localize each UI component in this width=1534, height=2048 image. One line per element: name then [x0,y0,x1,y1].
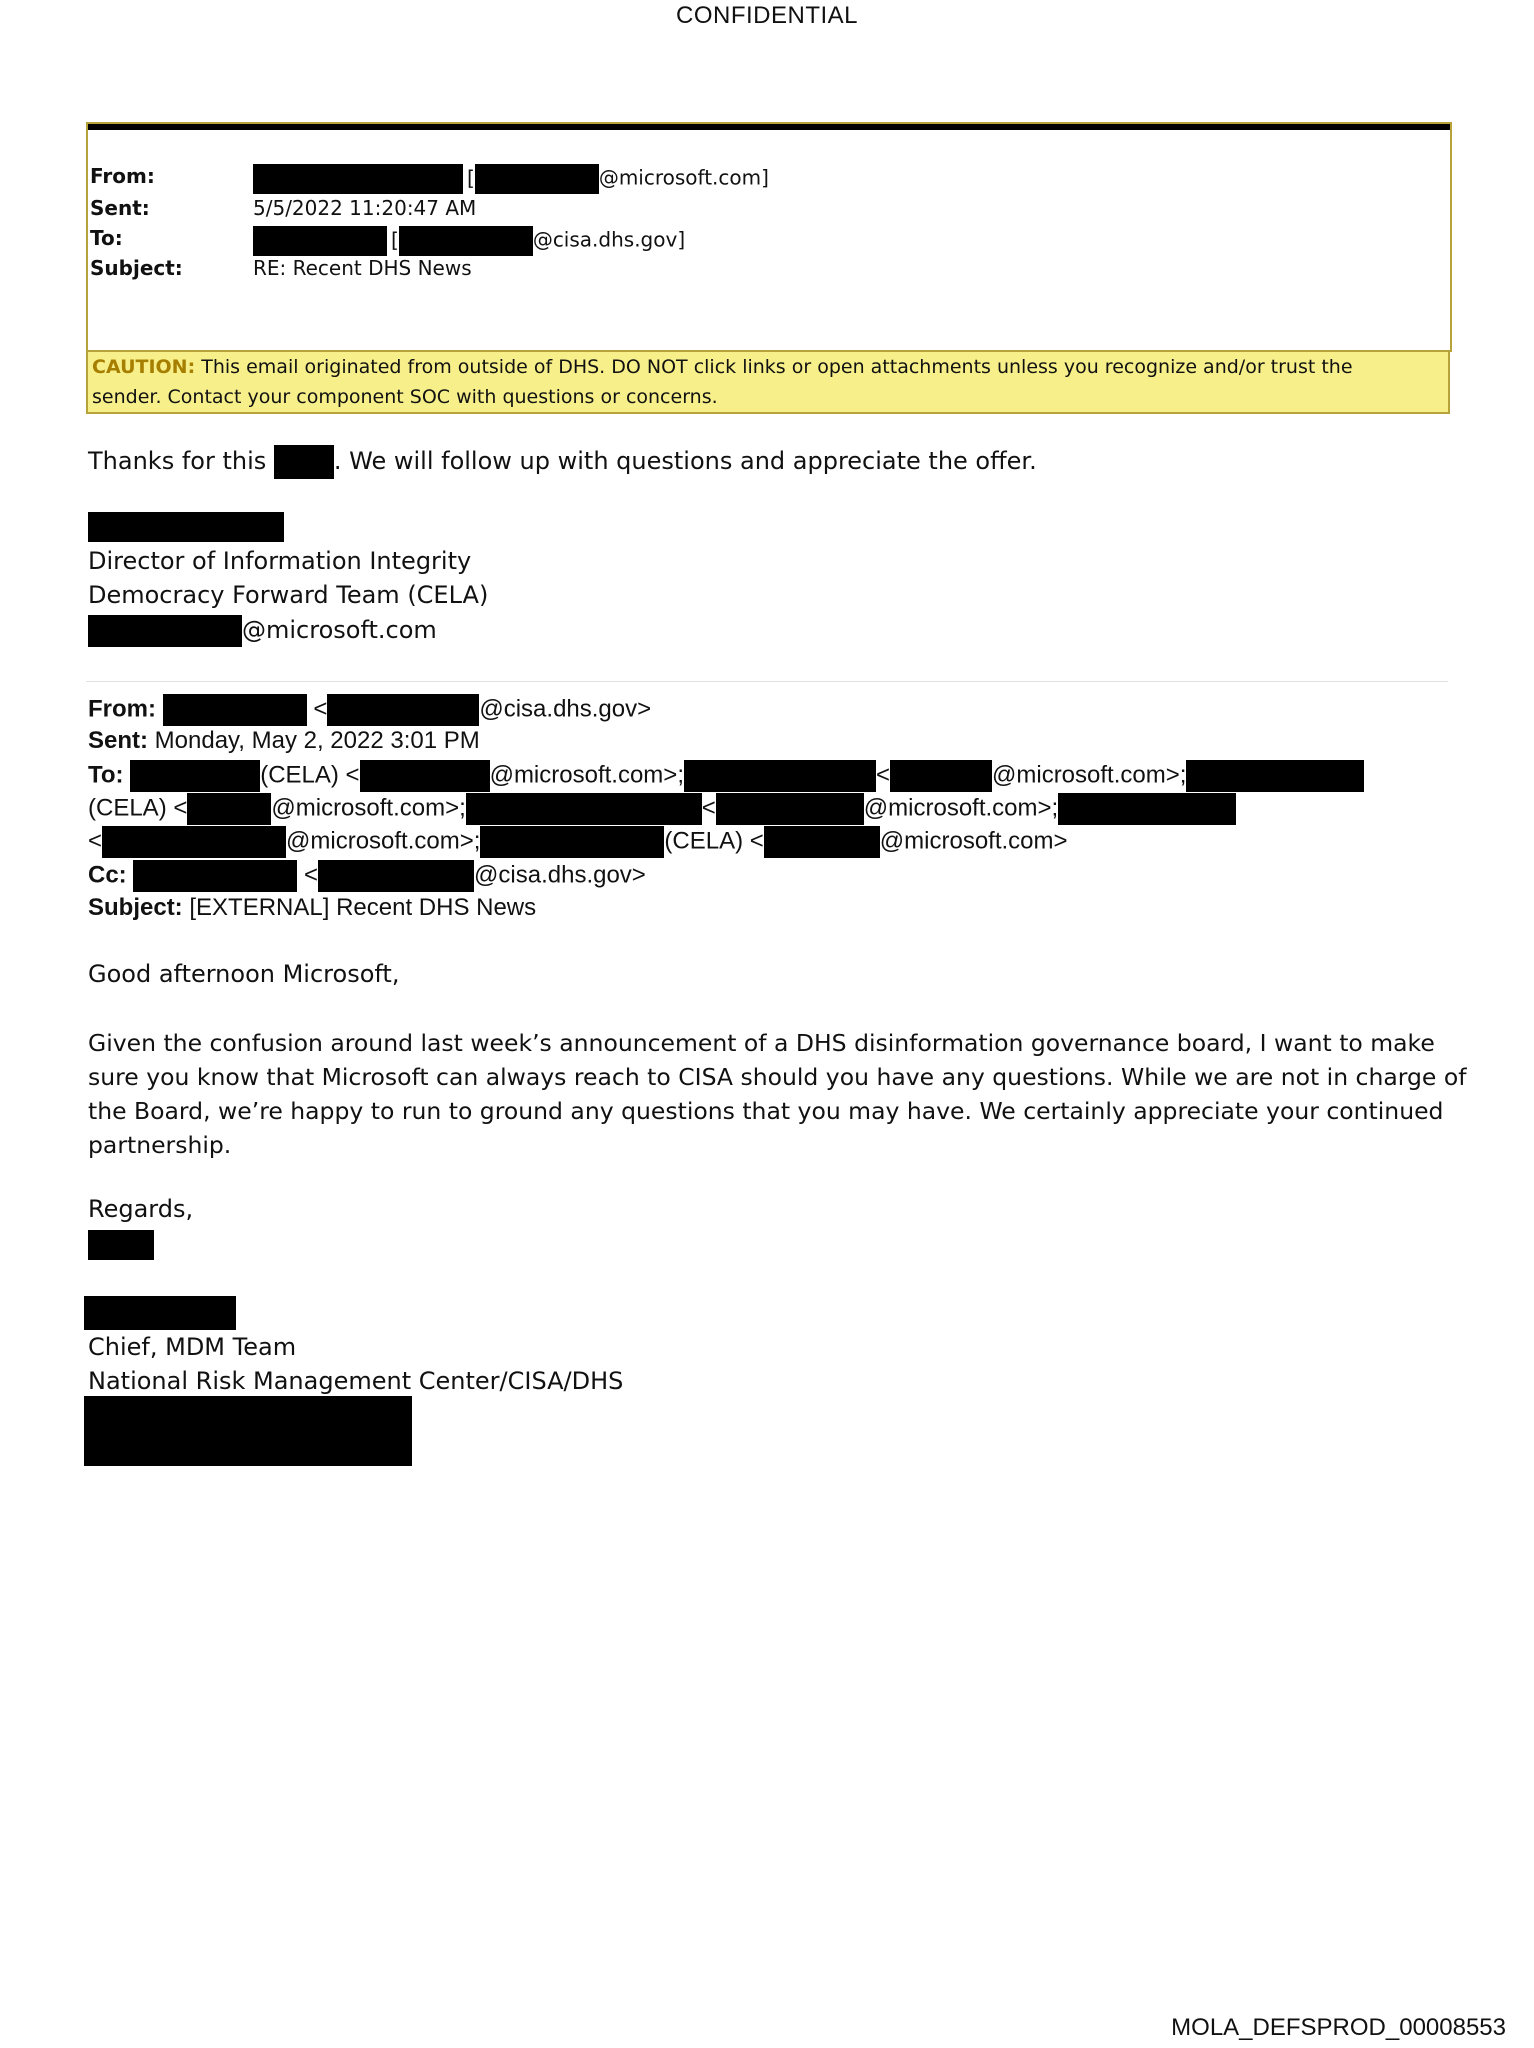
reply-sig-email [88,615,437,647]
orig-to-ms: @microsoft.com>; [992,761,1187,789]
caution-text: This email originated from outside of DHS. DO NOT click links or open attachments unless you recognize and/or trust the [201,356,1353,378]
orig-from-row: From: < @cisa.dhs.gov> [88,694,651,726]
header-top-bar [88,124,1450,130]
reply-sig-email-domain: @microsoft.com [242,616,437,644]
orig-paragraph: Given the confusion around last week’s announcement of a DHS disinformation governance board, I want to make sure you know that Microsoft can always reach to CISA should you have any questions. While we are not in charge of the Board, we’re happy to run to ground any questions that you may have. We certainly appreciate your continued partnership. [88,1029,1467,1159]
orig-to-row-3: < @microsoft.com>; (CELA) < @microsoft.com> [88,826,1068,858]
orig-to-cela: (CELA) < [664,827,764,855]
redaction [480,826,664,858]
orig-subject-value: [EXTERNAL] Recent DHS News [189,894,537,921]
redaction [102,826,286,858]
orig-to-ms: @microsoft.com>; [863,794,1059,822]
bates-number: MOLA_DEFSPROD_00008553 [1171,2014,1506,2041]
orig-to-label: To: [88,761,124,789]
reply-subject-label: Subject: [90,256,183,280]
reply-to-domain: @cisa.dhs.gov] [532,227,686,252]
redaction [274,445,334,479]
reply-from-value: [ @microsoft.com] [253,164,769,194]
redaction [1186,760,1364,792]
caution-banner [86,350,1450,414]
reply-body-end: . We will follow up with questions and appreciate the offer. [333,447,1037,475]
orig-subject-label: Subject: [88,894,183,921]
orig-to-ms-close: @microsoft.com> [879,827,1068,855]
orig-cc-domain: @cisa.dhs.gov> [474,861,646,889]
reply-to-value: [ @cisa.dhs.gov] [253,226,685,256]
orig-subject-row [88,894,536,922]
orig-cc-label: Cc: [88,861,127,889]
email-divider [86,681,1448,682]
reply-from-label: From: [90,164,155,188]
orig-from-label: From: [88,695,156,723]
redaction [88,615,242,647]
redaction [84,1396,412,1466]
orig-sent-value: Monday, May 2, 2022 3:01 PM [154,727,480,754]
confidential-label: CONFIDENTIAL [675,2,858,29]
orig-regards: Regards, [88,1195,194,1223]
orig-sig-title: Chief, MDM Team [88,1333,297,1361]
redaction [466,793,702,825]
reply-sent-value: 5/5/2022 11:20:47 AM [253,196,477,220]
caution-line-2: sender. Contact your component SOC with questions or concerns. [92,386,718,408]
redaction [890,760,992,792]
reply-body [88,445,1037,479]
orig-to-row-1: To: (CELA) < @microsoft.com>; < @microsoft.com>; [88,760,1364,792]
redaction [764,826,880,858]
orig-to-ms: @microsoft.com>; [286,827,481,855]
reply-body-start: Thanks for this [88,447,267,475]
redaction [327,694,479,726]
redaction [716,793,864,825]
orig-to-ms: @microsoft.com>; [271,794,466,822]
reply-from-domain: @microsoft.com] [598,165,769,190]
redaction [1058,793,1236,825]
orig-sent-row [88,727,480,755]
orig-to-cela: (CELA) < [260,761,360,789]
redaction [163,694,307,726]
redaction [475,164,599,194]
redaction [684,760,876,792]
redaction [84,1296,236,1330]
orig-sig-org: National Risk Management Center/CISA/DHS [88,1367,624,1395]
redaction [130,760,260,792]
redaction [318,860,474,892]
orig-greeting: Good afternoon Microsoft, [88,960,400,988]
orig-to-row-2: (CELA) < @microsoft.com>; < @microsoft.com>; [88,793,1236,825]
reply-sig-title: Director of Information Integrity [88,547,472,575]
caution-line-1 [92,352,1444,382]
redaction [187,793,271,825]
redaction [88,512,284,542]
redaction [253,226,387,256]
orig-sent-label: Sent: [88,727,148,754]
orig-from-domain: @cisa.dhs.gov> [479,695,652,723]
reply-header-box [86,122,1452,352]
redaction [360,760,490,792]
orig-to-ms: @microsoft.com>; [489,761,684,789]
caution-label: CAUTION: [92,356,196,378]
orig-to-cela: (CELA) < [88,794,188,822]
reply-to-label: To: [90,226,123,250]
redaction [88,1230,154,1260]
reply-subject-value: RE: Recent DHS News [253,256,472,280]
reply-sent-label: Sent: [90,196,150,220]
redaction [399,226,533,256]
redaction [253,164,463,194]
orig-cc-row: Cc: < @cisa.dhs.gov> [88,860,646,892]
redaction [133,860,297,892]
reply-sig-team: Democracy Forward Team (CELA) [88,581,489,609]
